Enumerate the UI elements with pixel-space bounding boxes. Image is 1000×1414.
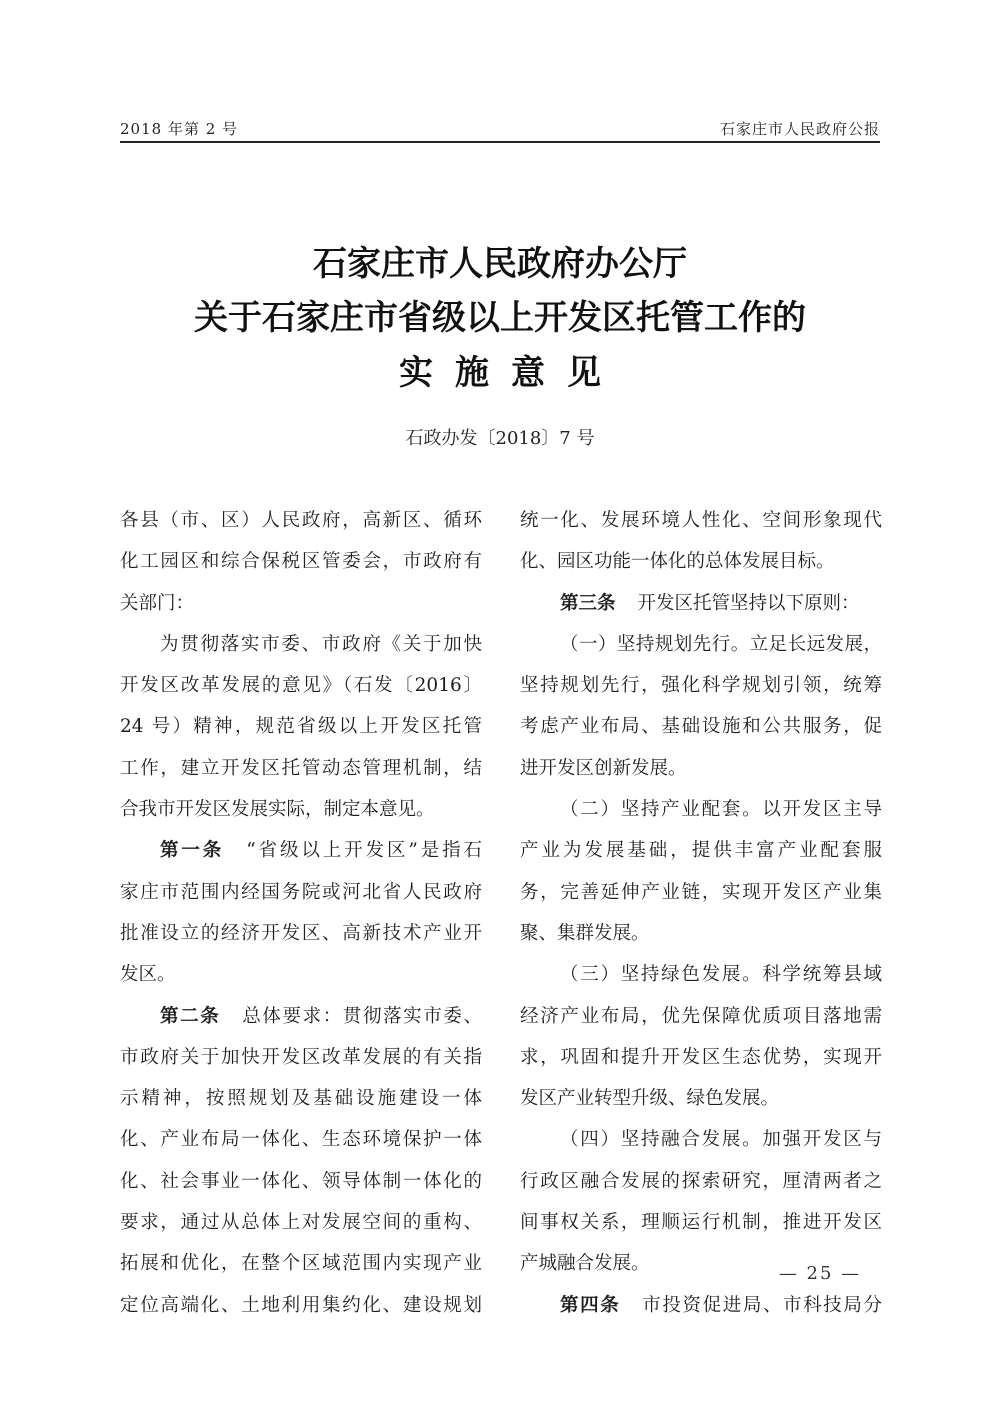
text-line: 经济产业布局，优先保障优质项目落地需 (520, 1005, 882, 1027)
page-number: — 25 — (778, 1263, 862, 1284)
article-label: 第四条 (560, 1294, 621, 1316)
text-line: 批准设立的经济开发区、高新技术产业开 (120, 922, 482, 944)
text-line: 化、社会事业一体化、领导体制一体化的 (120, 1170, 482, 1192)
text-line: 示精神，按照规划及基础设施建设一体 (120, 1088, 482, 1110)
text-line: 求，巩固和提升开发区生态优势，实现开 (520, 1046, 882, 1068)
text-line: 统一化、发展环境人性化、空间形象现代 (520, 510, 882, 531)
text-line: 化、园区功能一体化的总体发展目标。 (520, 551, 835, 573)
title-line-3: 实施意见 (399, 353, 623, 393)
header-rule (120, 141, 880, 143)
text-line: 发区。 (120, 964, 176, 986)
text-line: 行政区融合发展的探索研究，厘清两者之 (520, 1170, 882, 1192)
text-line: 市投资促进局、市科技局分 (642, 1294, 882, 1316)
text-line: 坚持规划先行，强化科学规划引领，统筹 (520, 675, 882, 697)
text-line: 定位高端化、土地利用集约化、建设规划 (120, 1294, 482, 1316)
article-4-line (520, 1285, 882, 1326)
text-line: 发区产业转型升级、绿色发展。 (520, 1088, 780, 1110)
text-line: 拓展和优化，在整个区域范围内实现产业 (120, 1253, 482, 1275)
text-line: 开发区改革发展的意见》（石发〔2016〕 (120, 675, 482, 697)
text-line: 进开发区创新发展。 (520, 757, 687, 779)
article-2-line (120, 996, 482, 1037)
text-line: 考虑产业布局、基础设施和公共服务，促 (520, 716, 882, 738)
text-line: 化、产业布局一体化、生态环境保护一体 (120, 1129, 482, 1151)
text-line: （四）坚持融合发展。加强开发区与 (560, 1129, 882, 1151)
article-label: 第二条 (160, 1005, 221, 1027)
left-column (120, 500, 482, 1326)
text-line: 为贯彻落实市委、市政府《关于加快 (160, 633, 482, 655)
text-line: 务，完善延伸产业链，实现开发区产业集 (520, 881, 882, 903)
right-column (520, 500, 882, 1326)
text-line: 各县（市、区）人民政府，高新区、循环 (120, 510, 482, 531)
text-line: 要求，通过从总体上对发展空间的重构、 (120, 1212, 482, 1234)
text-line: 产城融合发展。 (520, 1253, 650, 1275)
text-line: 合我市开发区发展实际，制定本意见。 (120, 799, 435, 821)
title-line-2: 关于石家庄市省级以上开发区托管工作的 (194, 298, 806, 338)
text-line: 市政府关于加快开发区改革发展的有关指 (120, 1046, 482, 1068)
article-label: 第一条 (160, 840, 225, 862)
text-line: 关部门： (120, 592, 195, 614)
text-line: （一）坚持规划先行。立足长远发展， (560, 633, 882, 655)
issue-number: 2018 年第 2 号 (120, 120, 239, 138)
text-line: （三）坚持绿色发展。科学统筹县域 (560, 964, 882, 986)
text-line: “省级以上开发区”是指石 (246, 840, 482, 862)
text-line: 聚、集群发展。 (520, 922, 650, 944)
text-line: 间事权关系，理顺运行机制，推进开发区 (520, 1212, 882, 1234)
article-3-line (520, 583, 882, 624)
text-line: （二）坚持产业配套。以开发区主导 (560, 799, 882, 821)
text-line: 工作，建立开发区托管动态管理机制，结 (120, 757, 482, 779)
text-line: 家庄市范围内经国务院或河北省人民政府 (120, 881, 482, 903)
article-1-line (120, 830, 482, 871)
text-line: 产业为发展基础，提供丰富产业配套服 (520, 840, 882, 862)
article-label: 第三条 (560, 592, 616, 614)
title-line-1: 石家庄市人民政府办公厅 (313, 244, 687, 284)
text-line: 24 号）精神，规范省级以上开发区托管 (120, 716, 482, 738)
document-number: 石政办发〔2018〕7 号 (405, 428, 595, 449)
text-line: 化工园区和综合保税区管委会，市政府有 (120, 551, 482, 573)
text-line: 开发区托管坚持以下原则： (637, 592, 860, 614)
text-line: 总体要求：贯彻落实市委、 (242, 1005, 482, 1027)
publication-name: 石家庄市人民政府公报 (719, 120, 880, 138)
